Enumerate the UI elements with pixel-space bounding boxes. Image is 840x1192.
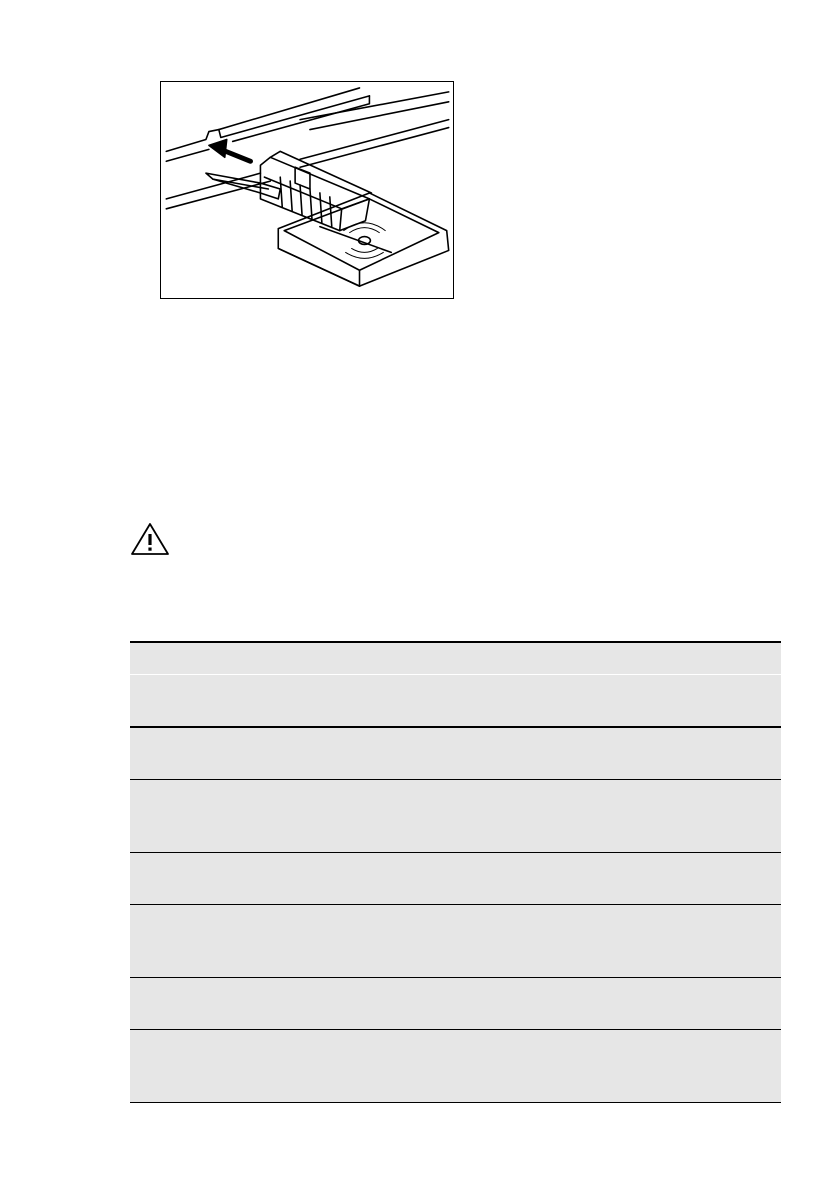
table-row [130,853,781,905]
table-row [130,780,781,853]
table-row [130,1030,781,1103]
table-row [130,728,781,780]
cleaning-illustration [160,81,454,299]
table-row [130,978,781,1030]
drain-tube-cleaning-tool-icon [161,82,453,298]
troubleshooting-table [130,641,781,1103]
table-row [130,675,781,728]
table-header-row [130,643,781,675]
table-row [130,905,781,978]
warning-triangle-icon [130,522,170,556]
warning-triangle-shape [130,522,170,556]
